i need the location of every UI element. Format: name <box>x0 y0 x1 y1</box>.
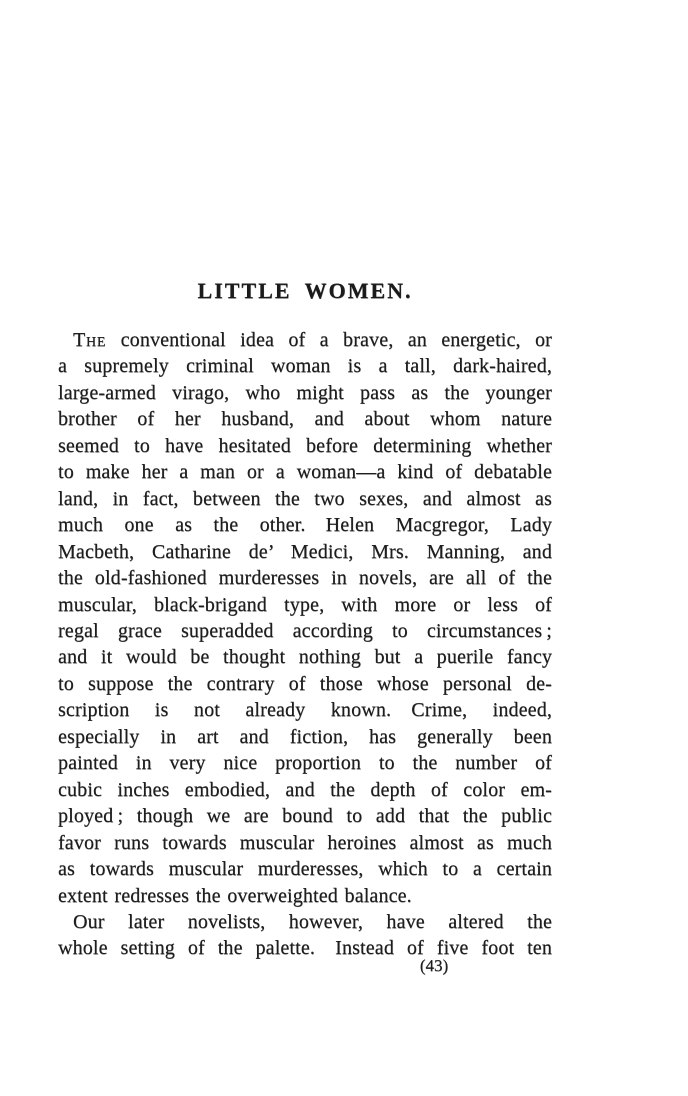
text-line: the old-fashioned murderesses in novels, are all of the <box>58 567 552 590</box>
text-line: painted in very nice proportion to the number of <box>58 752 552 775</box>
text-line: regal grace superadded according to circumstances ; <box>58 619 552 642</box>
body-text <box>58 327 552 962</box>
text-line: especially in art and fiction, has generally been <box>58 725 552 748</box>
text-line: The conventional idea of a brave, an energetic, or <box>73 329 552 351</box>
page-title: LITTLE WOMEN. <box>197 278 413 303</box>
text-line: as towards muscular murderesses, which to a certain <box>58 858 552 881</box>
text-line: brother of her husband, and about whom nature <box>58 408 552 431</box>
text-line: a supremely criminal woman is a tall, dark-haired, <box>58 355 552 378</box>
text-line: much one as the other. Helen Macgregor, Lady <box>58 514 552 537</box>
text-line: and it would be thought nothing but a puerile fancy <box>58 646 552 669</box>
text-line: ployed ; though we are bound to add that the public <box>58 805 552 828</box>
text-line: large-armed virago, who might pass as the younger <box>58 381 552 404</box>
text-line: favor runs towards muscular heroines almost as much <box>58 831 552 854</box>
small-caps-lead: The <box>73 329 107 351</box>
text-line: Our later novelists, however, have altered the <box>73 910 552 933</box>
text-line: to suppose the contrary of those whose personal de- <box>58 672 552 695</box>
text-line: Macbeth, Catharine de’ Medici, Mrs. Manning, and <box>58 540 552 563</box>
page-number: (43) <box>419 956 449 975</box>
text-line: whole setting of the palette. Instead of five foot ten <box>58 937 552 960</box>
text-line: muscular, black-brigand type, with more or less of <box>58 593 552 616</box>
text-line: seemed to have hesitated before determining whether <box>58 434 552 457</box>
text-line: scription is not already known. Crime, indeed, <box>58 699 552 722</box>
text-line: land, in fact, between the two sexes, and almost as <box>58 487 552 510</box>
text-line: extent redresses the overweighted balance. <box>58 884 412 907</box>
text-line: to make her a man or a woman—a kind of debatable <box>58 461 552 484</box>
text-line: cubic inches embodied, and the depth of color em- <box>58 778 552 801</box>
